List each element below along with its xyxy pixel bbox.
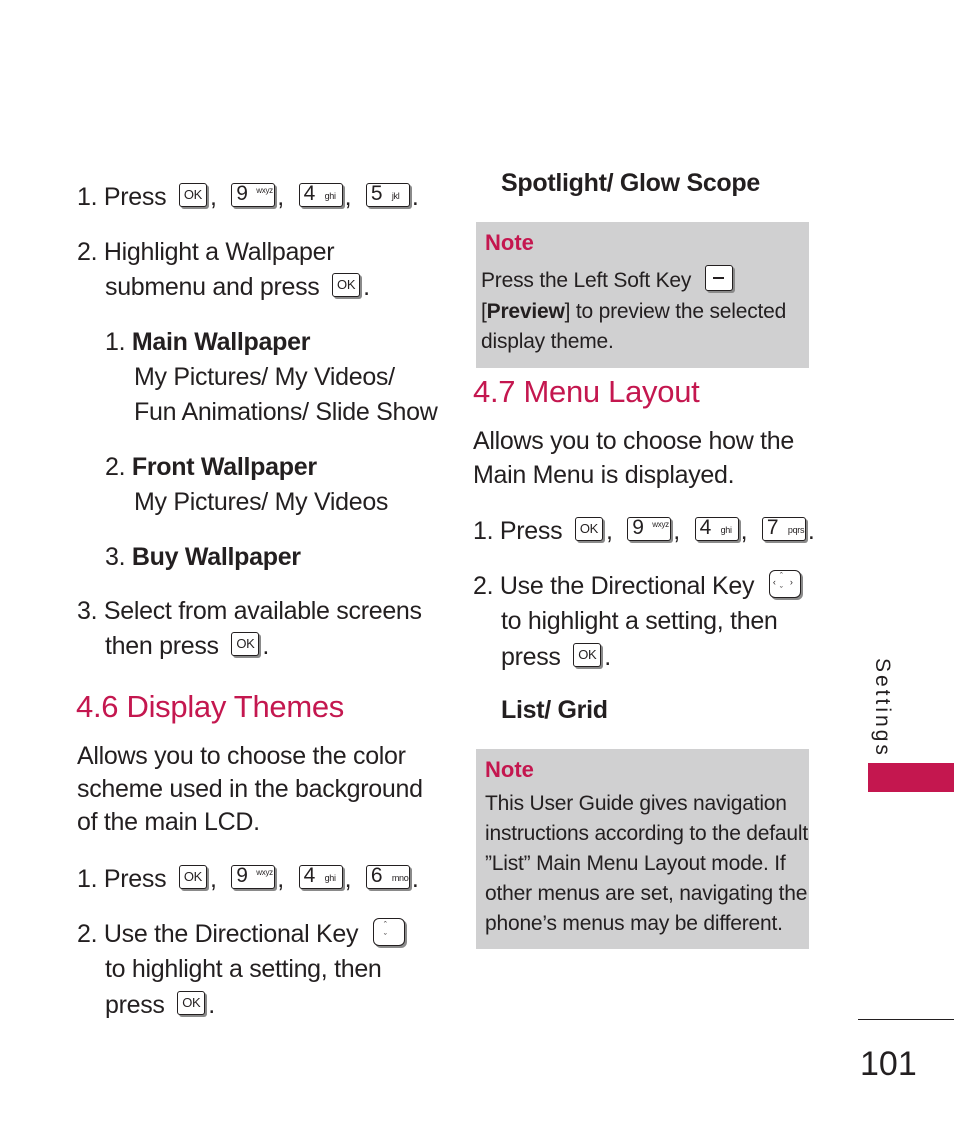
submenu-1-title: 1. Main Wallpaper — [105, 328, 311, 356]
heading-menu-layout: 4.7 Menu Layout — [473, 374, 700, 409]
ok-key-icon: OK — [179, 865, 207, 889]
menu-layout-step-1: 1. Press OK , 9 wxyz , 4 ghi , 7 pqrs . — [473, 516, 815, 545]
key-6-icon: 6 mno — [366, 865, 410, 889]
display-themes-step-2-line-1: 2. Use the Directional Key ˆ ˇ — [77, 917, 405, 951]
key-9-icon: 9 wxyz — [231, 865, 275, 889]
note-box-navigation — [476, 749, 809, 949]
display-themes-desc-3: of the main LCD. — [77, 808, 260, 836]
submenu-3-title: 3. Buy Wallpaper — [105, 543, 301, 571]
submenu-1-line-1: My Pictures/ My Videos/ — [134, 363, 395, 391]
menu-layout-desc-1: Allows you to choose how the — [473, 427, 794, 455]
submenu-1-line-2: Fun Animations/ Slide Show — [134, 398, 438, 426]
sidebar-section-label: Settings — [871, 658, 894, 758]
note-line: phone’s menus may be different. — [485, 912, 783, 935]
key-5-icon: 5 jkl — [366, 183, 410, 207]
step-2-line-1: 2. Highlight a Wallpaper — [77, 238, 335, 266]
left-soft-key-icon — [705, 265, 733, 291]
key-4-icon: 4 ghi — [695, 517, 739, 541]
display-themes-desc-1: Allows you to choose the color — [77, 742, 406, 770]
note-box-preview — [476, 222, 809, 368]
note-line-3: display theme. — [481, 330, 614, 353]
submenu-2-line-1: My Pictures/ My Videos — [134, 488, 389, 516]
directional-key-icon: ˆ ˇ — [373, 918, 405, 946]
list-grid-title: List/ Grid — [501, 696, 608, 724]
note-title: Note — [485, 230, 534, 255]
step-1-press: 1. Press OK , 9 wxyz , 4 ghi , 5 jkl . — [77, 182, 419, 211]
ok-key-icon: OK — [231, 632, 259, 656]
key-7-icon: 7 pqrs — [762, 517, 806, 541]
spotlight-glow-scope-title: Spotlight/ Glow Scope — [501, 169, 760, 197]
ok-key-icon: OK — [177, 991, 205, 1015]
ok-key-icon: OK — [179, 183, 207, 207]
step-3-line-2: then press OK . — [105, 632, 270, 660]
step-2-line-2: submenu and press OK . — [105, 273, 370, 301]
ok-key-icon: OK — [575, 517, 603, 541]
display-themes-step-1: 1. Press OK , 9 wxyz , 4 ghi , 6 mno . — [77, 864, 419, 893]
key-9-icon: 9 wxyz — [627, 517, 671, 541]
menu-layout-step-2-line-1: 2. Use the Directional Key ˆ ˇ ‹ › — [473, 569, 801, 603]
submenu-2-title: 2. Front Wallpaper — [105, 453, 317, 481]
note-title: Note — [485, 757, 534, 782]
note-line-1: Press the Left Soft Key — [481, 266, 733, 296]
key-9-icon: 9 wxyz — [231, 183, 275, 207]
display-themes-desc-2: scheme used in the background — [77, 775, 423, 803]
heading-display-themes: 4.6 Display Themes — [76, 689, 344, 724]
menu-layout-step-2-line-3: press OK . — [501, 643, 611, 671]
note-line: instructions according to the default — [485, 822, 808, 845]
note-line: ”List” Main Menu Layout mode. If — [485, 852, 786, 875]
menu-layout-desc-2: Main Menu is displayed. — [473, 461, 735, 489]
note-line: This User Guide gives navigation — [485, 792, 787, 815]
step-3-line-1: 3. Select from available screens — [77, 597, 422, 625]
key-4-icon: 4 ghi — [299, 183, 343, 207]
display-themes-step-2-line-3: press OK . — [105, 991, 215, 1019]
menu-layout-step-2-line-2: to highlight a setting, then — [501, 607, 778, 635]
note-line: other menus are set, navigating the — [485, 882, 808, 905]
display-themes-step-2-line-2: to highlight a setting, then — [105, 955, 382, 983]
ok-key-icon: OK — [573, 643, 601, 667]
note-line-2: [Preview] to preview the selected — [481, 300, 787, 323]
page-number: 101 — [860, 1045, 917, 1083]
key-4-icon: 4 ghi — [299, 865, 343, 889]
directional-key-4way-icon: ˆ ˇ ‹ › — [769, 570, 801, 598]
section-tab-marker — [868, 763, 954, 792]
page-number-rule — [858, 1019, 954, 1020]
ok-key-icon: OK — [332, 273, 360, 297]
